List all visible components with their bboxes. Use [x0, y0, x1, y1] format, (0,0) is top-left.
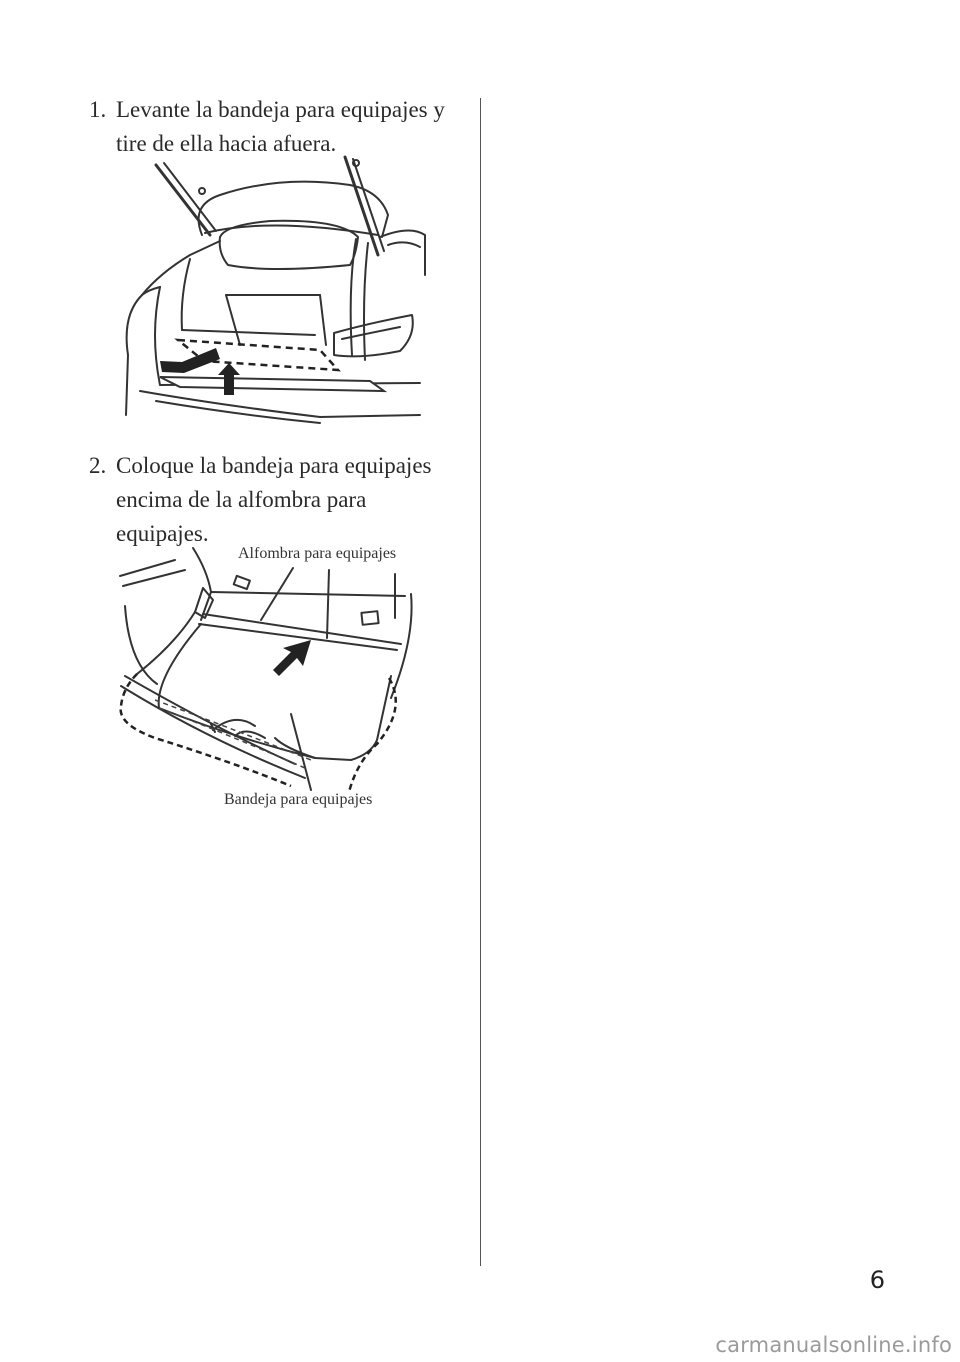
- illustration-place-tray: [115, 548, 435, 798]
- column-divider: [480, 98, 481, 1266]
- label-luggage-tray: Bandeja para equipajes: [224, 791, 373, 808]
- step-1-number: 1.: [89, 97, 107, 122]
- watermark: carmanualsonline.info: [715, 1333, 952, 1357]
- page-number: 6: [869, 1266, 885, 1294]
- illustration-lift-tray: [120, 155, 440, 425]
- step-1-text: Levante la bandeja para equipajes y tire de ella hacia afuera.: [116, 97, 445, 156]
- label-cargo-mat: Alfombra para equipajes: [238, 545, 397, 562]
- step-2-number: 2.: [89, 453, 107, 478]
- step-2-text: Coloque la bandeja para equipajes encima de la alfombra para equipajes.: [116, 453, 432, 546]
